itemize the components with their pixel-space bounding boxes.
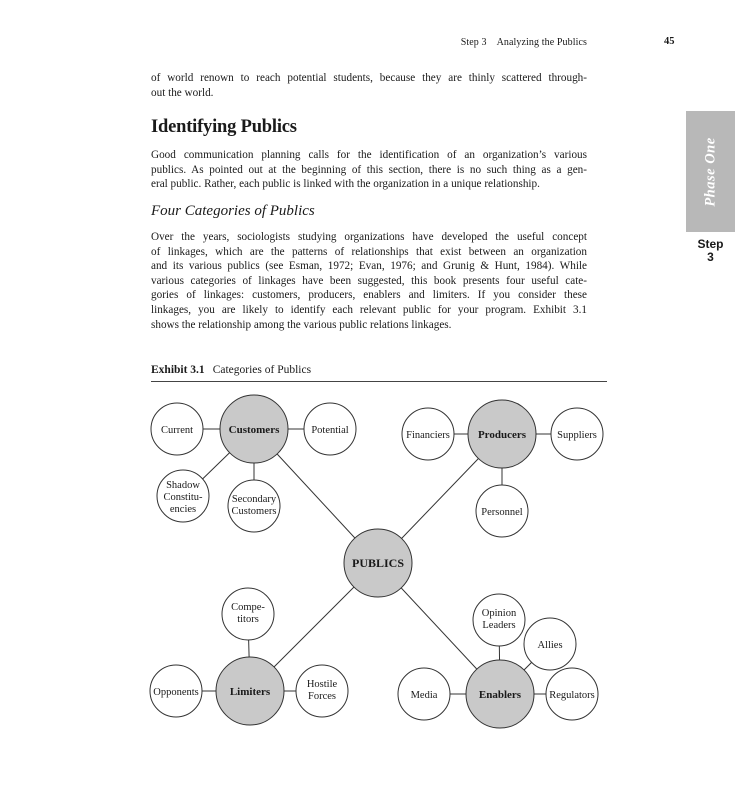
limiters-label: Limiters — [229, 686, 271, 698]
text-line: and its various publics (see Esman, 1972; Evan, 1976; and Grunig & Hunt, 1984). While — [151, 260, 587, 273]
exhibit-title: Categories of Publics — [212, 364, 312, 376]
running-head-title: Analyzing the Publics — [496, 37, 587, 48]
shadow-label-line: Shadow — [166, 480, 200, 491]
hostile-label-line: Hostile — [306, 679, 338, 690]
opinion-label-line: Leaders — [482, 620, 516, 631]
opponents-label: Opponents — [153, 687, 199, 698]
text-line: Good communication planning calls for the identification of an organization’s various — [151, 149, 587, 161]
text-line: shows the relationship among the various public relations linkages. — [151, 318, 452, 331]
phase-tab-label: Phase One — [702, 136, 718, 207]
financiers-label: Financiers — [406, 430, 450, 441]
opinion-label-line: Opinion — [481, 608, 517, 619]
text-line: of world renown to reach potential students, because they are thinly scattered through- — [151, 72, 587, 84]
section-heading: Identifying Publics — [151, 117, 297, 137]
exhibit-label: Exhibit 3.1 — [151, 364, 205, 376]
current-label: Current — [160, 425, 194, 436]
page-number: 45 — [664, 36, 675, 47]
potential-label: Potential — [311, 425, 349, 436]
media-label: Media — [410, 690, 438, 701]
competitors-label-line: titors — [237, 614, 259, 625]
text-line: of linkages, which are the patterns of relationships that exist between an organization — [151, 245, 587, 258]
enablers-label: Enablers — [478, 689, 522, 701]
text-line: out the world. — [151, 86, 214, 99]
step-label: Step — [697, 237, 724, 251]
text-line: various categories of linkages have been suggested, this book presents four useful cate- — [151, 274, 587, 287]
step-number: 3 — [707, 250, 714, 264]
personnel-label: Personnel — [481, 507, 523, 518]
hostile-label-line: Forces — [308, 691, 336, 702]
suppliers-label: Suppliers — [557, 430, 597, 441]
text-line: linkages, you are likely to identify each relevant public for your program. Exhibit 3.1 — [151, 303, 587, 316]
allies-label: Allies — [537, 640, 563, 651]
producers-label: Producers — [477, 429, 527, 441]
text-line: gories of linkages: customers, producers, enablers and limiters. If you consider these — [151, 289, 587, 302]
text-line: publics. As pointed out at the beginning of this section, there is no such thing as a gen- — [151, 163, 587, 176]
publics-label: PUBLICS — [351, 556, 405, 570]
regulators-label: Regulators — [549, 690, 595, 701]
text-line: Over the years, sociologists studying organizations have developed the useful concept — [151, 231, 587, 243]
running-head-step: Step 3 — [460, 37, 487, 48]
subheading: Four Categories of Publics — [151, 203, 315, 219]
secondary-label-line: Customers — [231, 506, 277, 517]
customers-label: Customers — [228, 424, 280, 436]
secondary-label-line: Secondary — [231, 494, 277, 505]
competitors-label-line: Compe- — [231, 602, 265, 613]
shadow-label-line: encies — [169, 504, 197, 515]
shadow-label-line: Constitu- — [163, 492, 203, 503]
text-line: eral public. Rather, each public is linked with the organization in a unique relationship. — [151, 178, 540, 191]
